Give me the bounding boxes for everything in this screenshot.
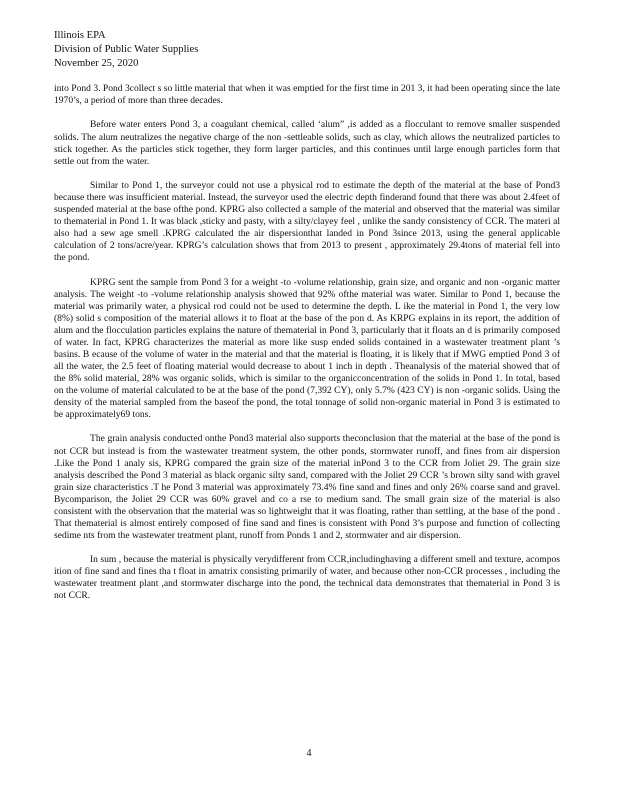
page-number: 4	[306, 748, 312, 759]
paragraph-alum: Before water enters Pond 3, a coagulant chemical, called ‘alum” ,is added as a flocculant to remove smaller suspended solids. The alum neutralizes the negative charge of the non -settleable solids, such as clay, which allows the neutralized particles to stick together. As the particles stick together, they form larger particles, and this continues until large enough particles form that settle out from the water.	[54, 119, 560, 167]
paragraph-sample-analysis: KPRG sent the sample from Pond 3 for a weight -to -volume relationship, grain size, and organic and non -organic matter analysis. The weight -to -volume relationship analysis showed that 92% ofthe material was water. Similar to Pond 1, because the material was primarily water, a physical rod could not be used to determine the depth. L ike the material in Pond 1, the very low (8%) solid s composition of the material allows it to float at the base of the pon d. As KRPG explains in its report, the addition of alum and the flocculation particles explains the nature of thematerial in Pond 3, particularly that it floats an d is primarily composed of water. In fact, KPRG characterizes the material as more like susp ended solids contained in a wastewater treatment plant ’s basins. B ecause of the volume of water in the material and that the material is floating, it is likely that if MWG emptied Pond 3 of all the water, the 2.5 feet of floating material would decrease to about 1 inch in depth . Theanalysis of the material showed that of the 8% solid material, 28% was organic solids, which is similar to the organicconcentration of the solids in Pond 1. In total, based on the volume of material calculated to be at the base of the pond (7,392 CY), only 5.7% (423 CY) is non -organic solids. Using the density of the material sampled from the baseof the pond, the total tonnage of solid non-organic material in Pond 3 is estimated to be approximately69 tons.	[54, 276, 560, 421]
paragraph-survey: Similar to Pond 1, the surveyor could not use a physical rod to estimate the depth of the material at the base of Pond3 because there was insufficient material. Instead, the surveyor used the electric depth finderand found that there was about 2.4feet of suspended material at the base ofthe pond. KPRG also collected a sample of the material and observed that the material was similar to thematerial in Pond 1. It was black ,sticky and pasty, with a silty/clayey feel , unlike the sandy consistency of CCR. The materi al also had a sew age smell .KPRG calculated the air dispersionthat landed in Pond 3since 2013, using the general applicable calculation of 2 tons/acre/year. KPRG’s calculation shows that from 2013 to present , approximately 29.4tons of material fell into the pond.	[54, 179, 560, 264]
paragraph-grain-analysis: The grain analysis conducted onthe Pond3 material also supports theconclusion that the material at the base of the pond is not CCR but instead is from the wastewater treatment system, the other ponds, stormwater runoff, and fines from air dispersion .Like the Pond 1 analy sis, KPRG compared the grain size of the material inPond 3 to the CCR from Joliet 29. The grain size analysis described the Pond 3 material as black organic silty sand, compared with the Joliet 29 CCR ’s brown silty sand with gravel grain size characteristics .T he Pond 3 material was approximately 73.4% fine sand and fines and only 26% coarse sand and gravel. Bycomparison, the Joliet 29 CCR was 60% gravel and co a rse to medium sand. The small grain size of the material is also consistent with the observation that the material was so lightweight that it was floating, rather than settling, at the base of the pond . That thematerial is almost entirely composed of fine sand and fines is consistent with Pond 3’s purpose and function of collecting sedime nts from the wastewater treatment plant, runoff from Ponds 1 and 2, stormwater and air dispersion.	[54, 433, 560, 541]
letter-header	[54, 29, 198, 71]
letter-date: November 25, 2020	[54, 58, 139, 69]
paragraph-continuation: into Pond 3. Pond 3collect s so little material that when it was emptied for the first time in 201 3, it had been operating since the late 1970’s, a period of more than three decades.	[54, 83, 560, 107]
division-name: Division of Public Water Supplies	[54, 44, 199, 55]
agency-name: Illinois EPA	[54, 30, 106, 41]
paragraph-summary: In sum , because the material is physically verydifferent from CCR,includinghaving a different smell and texture, acompos ition of fine sand and fines tha t float in amatrix consisting primarily of water, and because other non-CCR processes , including the wastewater treatment plant ,and stormwater discharge into the pond, the technical data demonstrates that thematerial in Pond 3 is not CCR.	[54, 554, 560, 602]
document-body	[54, 83, 560, 615]
